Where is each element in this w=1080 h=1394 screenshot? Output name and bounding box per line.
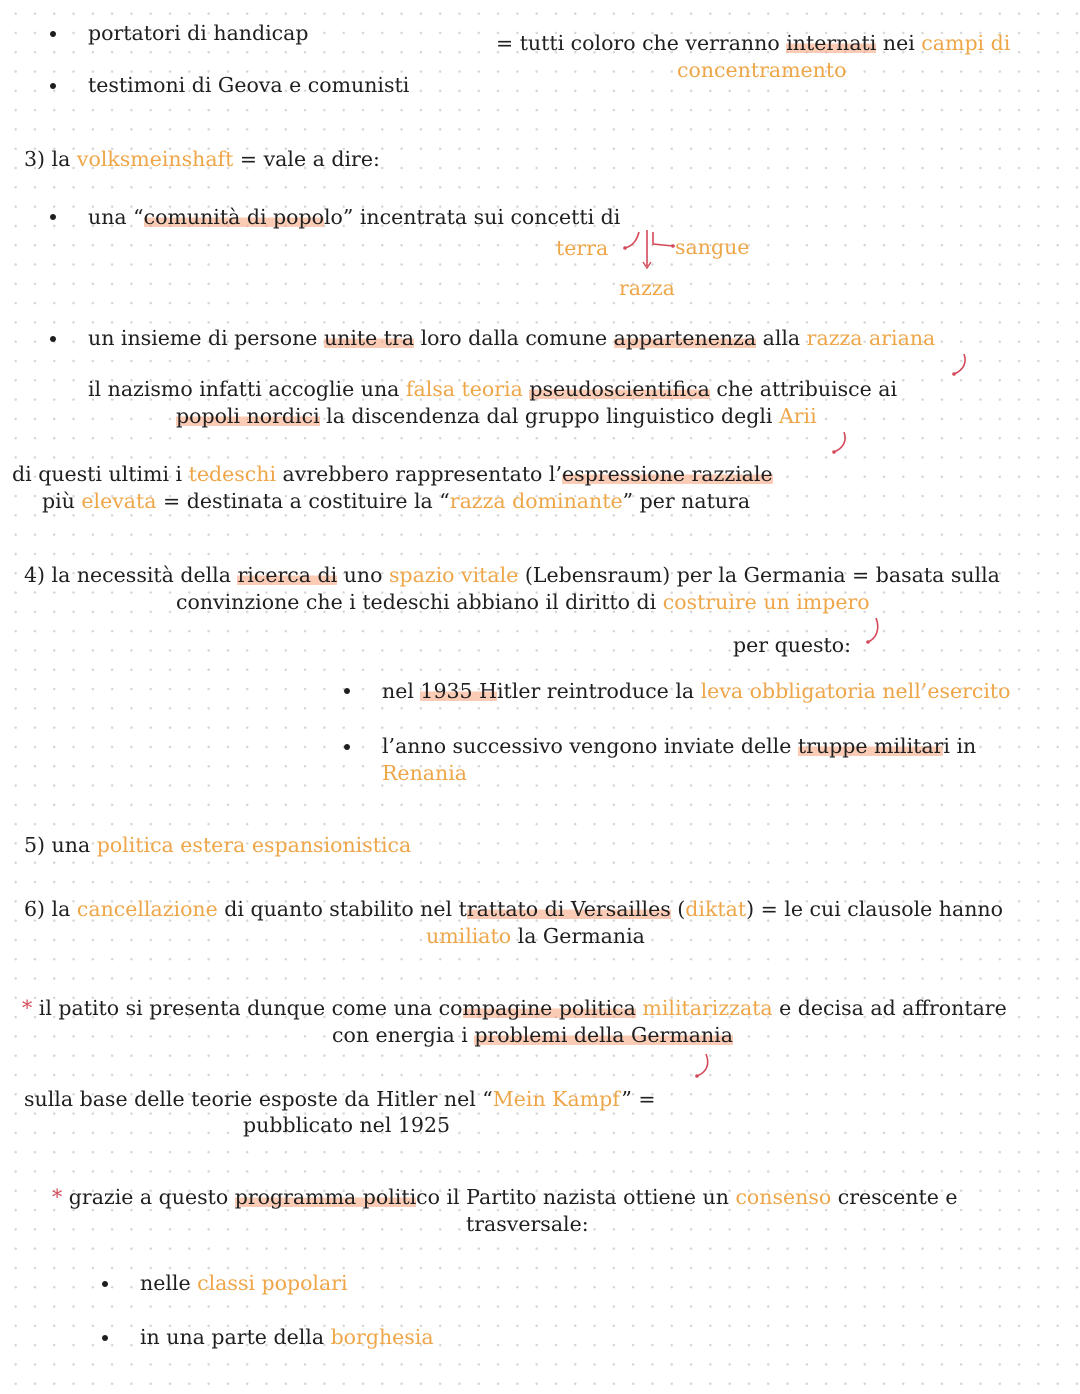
section-4-per-questo: per questo:: [733, 633, 852, 657]
section-6-line1: 6) la cancellazione di quanto stabilito nel trattato di Versailles (diktat) = le cui clausole hanno: [24, 897, 1003, 921]
star-note-partito: * il patito si presenta dunque come una compagine politica militarizzata e decisa ad affrontare: [22, 996, 1007, 1020]
bullet-dot: [50, 31, 56, 37]
branch-arrow-icon: [615, 226, 685, 276]
mein-kampf-line2: pubblicato nel 1925: [243, 1113, 451, 1137]
text-portatori-handicap: portatori di handicap: [88, 21, 309, 45]
star-note-programma: * grazie a questo programma politico il Partito nazista ottiene un consenso crescente e: [52, 1185, 958, 1209]
section-3-elevata: più elevata = destinata a costituire la “razza dominante” per natura: [42, 489, 751, 513]
section-5: 5) una politica estera espansionistica: [24, 833, 412, 857]
section-6-line2: umiliato la Germania: [426, 924, 645, 948]
section-4-truppe: l’anno successivo vengono inviate delle truppe militari in: [382, 734, 977, 758]
section-4-leva: nel 1935 Hitler reintroduce la leva obbligatoria nell’esercito: [382, 679, 1011, 703]
bullet-dot: [102, 1281, 108, 1287]
section-3-tedeschi: di questi ultimi i tedeschi avrebbero rappresentato l’espressione razziale: [12, 462, 773, 486]
curved-arrow-icon: [830, 430, 854, 456]
curved-arrow-icon: [950, 352, 974, 378]
curved-arrow-icon: [862, 616, 886, 648]
star-note-problemi: con energia i problemi della Germania: [332, 1023, 733, 1047]
bullet-dot: [344, 688, 350, 694]
consenso-classi-popolari: nelle classi popolari: [140, 1271, 348, 1295]
bullet-dot: [50, 336, 56, 342]
note-internati: = tutti coloro che verranno internati nei campi di: [496, 31, 1011, 55]
bullet-dot: [344, 744, 350, 750]
section-3-nazismo: il nazismo infatti accoglie una falsa teoria pseudoscientifica che attribuisce ai: [88, 377, 898, 401]
section-3-insieme: un insieme di persone unite tra loro dalla comune appartenenza alla razza ariana: [88, 326, 936, 350]
label-razza: razza: [619, 276, 675, 300]
label-terra: terra: [556, 236, 609, 260]
label-sangue: sangue: [675, 235, 750, 259]
text-testimoni-geova: testimoni di Geova e comunisti: [88, 73, 410, 97]
note-concentramento: concentramento: [677, 58, 847, 82]
section-3-comunita: una “comunità di popolo” incentrata sui concetti di: [88, 205, 621, 229]
section-4-renania: Renania: [382, 761, 467, 785]
curved-arrow-icon: [692, 1052, 716, 1082]
section-3-intro: 3) la volksmeinshaft = vale a dire:: [24, 147, 380, 171]
asterisk-icon: *: [22, 996, 33, 1020]
bullet-dot: [50, 214, 56, 220]
consenso-borghesia: in una parte della borghesia: [140, 1325, 434, 1349]
mein-kampf-line1: sulla base delle teorie esposte da Hitler nel “Mein Kampf” =: [24, 1087, 656, 1111]
asterisk-icon: *: [52, 1185, 63, 1209]
star-note-trasversale: trasversale:: [466, 1212, 589, 1236]
section-4-line1: 4) la necessità della ricerca di uno spazio vitale (Lebensraum) per la Germania = basata sulla: [24, 563, 1000, 587]
section-3-popoli: popoli nordici la discendenza dal gruppo linguistico degli Arii: [176, 404, 817, 428]
section-4-line2: convinzione che i tedeschi abbiano il diritto di costruire un impero: [176, 590, 870, 614]
bullet-dot: [50, 83, 56, 89]
bullet-dot: [102, 1335, 108, 1341]
